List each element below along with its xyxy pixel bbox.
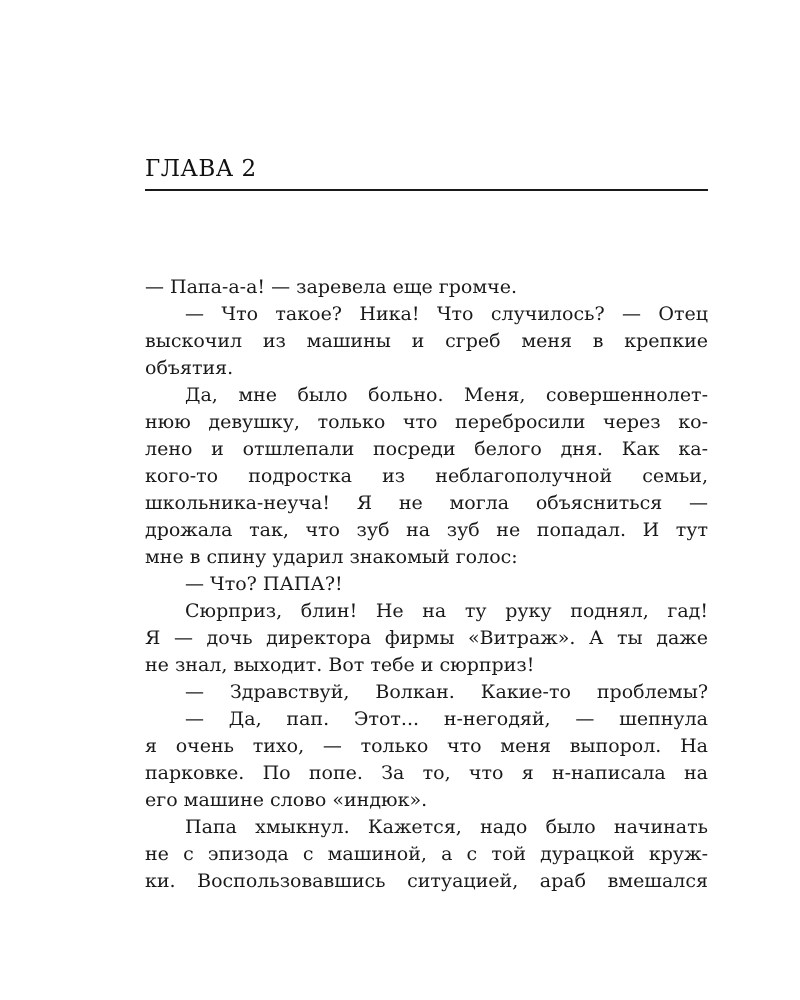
text-line: выскочил из машины и сгреб меня в крепкие: [145, 330, 708, 352]
text-line: кого-то подростка из неблагополучной семьи,: [145, 465, 708, 487]
text-line: Папа хмыкнул. Кажется, надо было начинать: [185, 816, 708, 838]
text-line: — Да, пап. Этот... н-негодяй, — шепнула: [185, 708, 708, 730]
text-line: объятия.: [145, 357, 234, 379]
text-line: лено и отшлепали посреди белого дня. Как ка-: [145, 438, 708, 460]
text-line: школьника-неуча! Я не могла объясниться —: [145, 492, 708, 514]
chapter-body: [145, 274, 708, 895]
text-line: не знал, выходит. Вот тебе и сюрприз!: [145, 654, 535, 676]
text-line: — Здравствуй, Волкан. Какие-то проблемы?: [185, 681, 708, 703]
text-line: — Папа-а-а! — заревела еще громче.: [145, 276, 517, 298]
text-line: Я — дочь директора фирмы «Витраж». А ты даже: [145, 627, 708, 649]
text-line: ки. Воспользовавшись ситуацией, араб вмешался: [145, 870, 708, 892]
text-line: Сюрприз, блин! Не на ту руку поднял, гад!: [185, 600, 708, 622]
text-line: мне в спину ударил знакомый голос:: [145, 546, 518, 568]
text-line: — Что такое? Ника! Что случилось? — Отец: [185, 303, 708, 325]
chapter-title: ГЛАВА 2: [145, 156, 257, 182]
text-line: не с эпизода с машиной, а с той дурацкой круж-: [145, 843, 708, 865]
chapter-divider: [145, 189, 708, 191]
text-line: парковке. По попе. За то, что я н-написала на: [145, 762, 708, 784]
text-line: дрожала так, что зуб на зуб не попадал. И тут: [145, 519, 708, 541]
text-line: — Что? ПАПА?!: [185, 573, 343, 595]
chapter-header: [145, 155, 708, 191]
text-line: я очень тихо, — только что меня выпорол. На: [145, 735, 708, 757]
text-line: Да, мне было больно. Меня, совершеннолет-: [185, 384, 708, 406]
text-line: нюю девушку, только что перебросили через ко-: [145, 411, 708, 433]
text-line: его машине слово «индюк».: [145, 789, 428, 811]
